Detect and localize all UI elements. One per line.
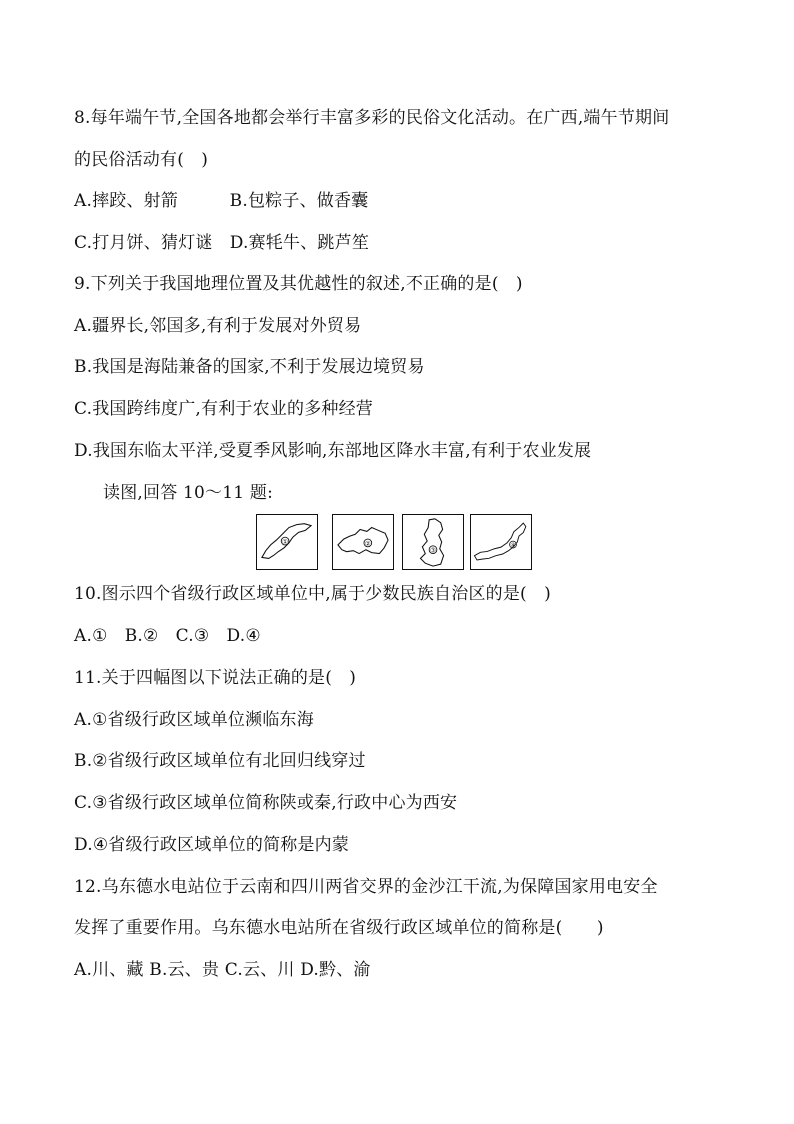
q11-option-c: C.③省级行政区域单位简称陕或秦,行政中心为西安 xyxy=(74,793,458,813)
map-4-inner-mongolia xyxy=(470,514,532,570)
q12-options: A.川、藏 B.云、贵 C.云、川 D.黔、渝 xyxy=(74,960,371,980)
read-figure-prompt: 读图,回答 10～11 题: xyxy=(103,483,274,503)
map-4-label: ④ xyxy=(510,542,516,550)
q8-options-cd: C.打月饼、猜灯谜 D.赛牦牛、跳芦笙 xyxy=(74,233,370,253)
q10-stem: 10.图示四个省级行政区域单位中,属于少数民族自治区的是( ) xyxy=(74,584,551,604)
map-1-label: ① xyxy=(282,537,289,546)
q12-stem-line2: 发挥了重要作用。乌东德水电站所在省级行政区域单位的简称是( ) xyxy=(74,918,604,938)
q12-stem-line1: 12.乌东德水电站位于云南和四川两省交界的金沙江干流,为保障国家用电安全 xyxy=(74,877,658,897)
map-2-label: ② xyxy=(364,539,371,548)
q8-stem-line2: 的民俗活动有( ) xyxy=(74,150,209,170)
map-1-shandong xyxy=(256,514,318,570)
q11-option-a: A.①省级行政区域单位濒临东海 xyxy=(74,710,314,730)
q9-option-b: B.我国是海陆兼备的国家,不利于发展边境贸易 xyxy=(74,357,425,377)
q11-option-b: B.②省级行政区域单位有北回归线穿过 xyxy=(74,751,366,771)
map-2-guangxi xyxy=(332,514,394,570)
q10-options: A.① B.② C.③ D.④ xyxy=(74,626,261,646)
map-3-shaanxi xyxy=(402,514,464,570)
q9-option-a: A.疆界长,邻国多,有利于发展对外贸易 xyxy=(74,316,362,336)
province-maps-figure xyxy=(256,514,540,572)
q9-option-c: C.我国跨纬度广,有利于农业的多种经营 xyxy=(74,399,374,419)
q11-stem: 11.关于四幅图以下说法正确的是( ) xyxy=(74,668,357,688)
q9-stem: 9.下列关于我国地理位置及其优越性的叙述,不正确的是( ) xyxy=(74,274,523,294)
map-3-label: ③ xyxy=(429,546,437,555)
q9-option-d: D.我国东临太平洋,受夏季风影响,东部地区降水丰富,有利于农业发展 xyxy=(74,441,592,461)
q8-stem-line1: 8.每年端午节,全国各地都会举行丰富多彩的民俗文化活动。在广西,端午节期间 xyxy=(74,108,670,128)
q11-option-d: D.④省级行政区域单位的简称是内蒙 xyxy=(74,835,350,855)
q8-options-ab: A.摔跤、射箭 B.包粽子、做香囊 xyxy=(74,191,369,211)
